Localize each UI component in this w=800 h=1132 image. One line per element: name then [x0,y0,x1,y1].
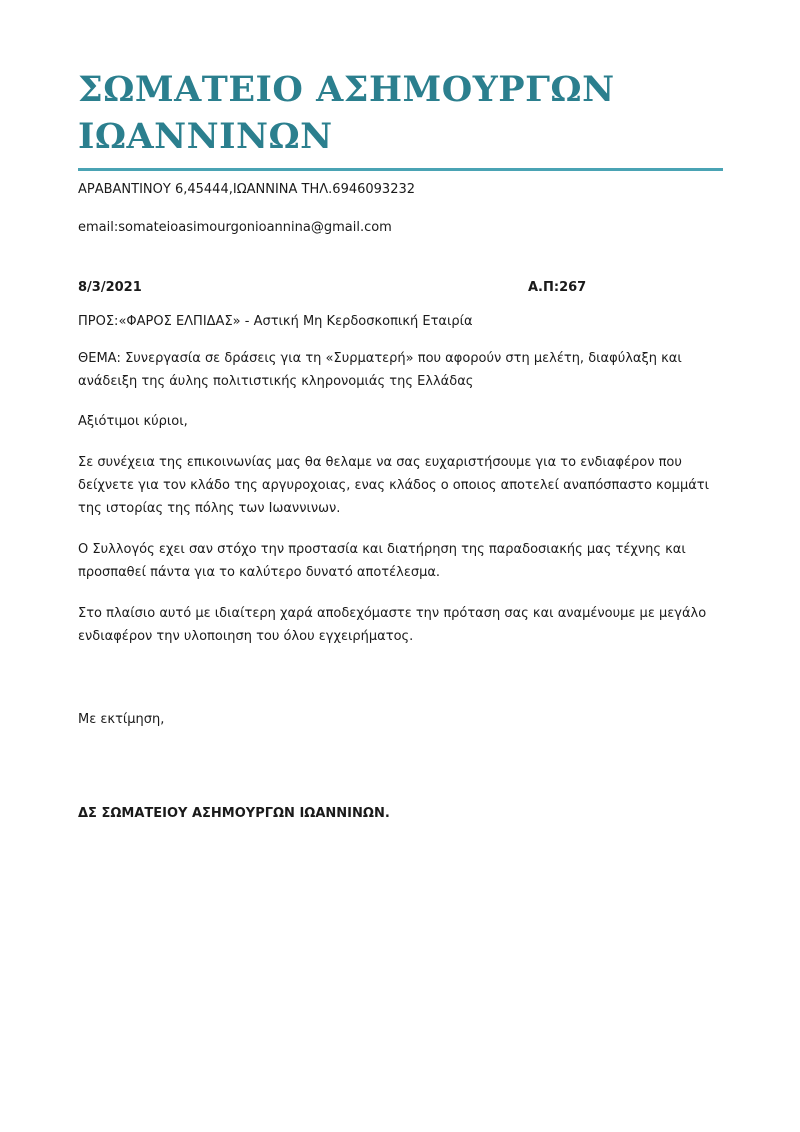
body-paragraph: Σε συνέχεια της επικοινωνίας μας θα θελαμε να σας ευχαριστήσουμε για το ενδιαφέρον που δείχνετε για τον κλάδο της αργυροχοιας, ενας κλάδος ο οποιος αποτελεί αναπόσπαστο κομμάτι της ιστορίας της πόλης των Ιωαννινων. [78,455,710,516]
greeting: Αξιότιμοι κύριοι, [78,414,188,429]
organization-title-line-2: ΙΩΑΝΝΙΝΩΝ [78,116,333,157]
organization-title-line-1: ΣΩΜΑΤΕΙΟ ΑΣΗΜΟΥΡΓΩΝ [78,69,615,110]
address-line: ΑΡΑΒΑΝΤΙΝΟΥ 6,45444,ΙΩΑΝΝΙΝΑ ΤΗΛ.6946093232 [78,182,416,197]
letter-date: 8/3/2021 [78,280,142,295]
email-line: email:somateioasimourgonioannina@gmail.com [78,220,392,235]
title-divider [78,168,723,171]
letter-page [78,66,724,823]
date-reference-row [78,279,724,297]
subject-paragraph: ΘΕΜΑ: Συνεργασία σε δράσεις για τη «Συρματερή» που αφορούν στη μελέτη, διαφύλαξη και ανάδειξη της άυλης πολιτιστικής κληρονομιάς της Ελλάδας [78,351,682,389]
organization-title [78,66,724,160]
protocol-number: Α.Π:267 [528,280,587,295]
body-paragraph: Στο πλαίσιο αυτό με ιδιαίτερη χαρά αποδεχόμαστε την πρόταση σας και αναμένουμε με μεγάλο ενδιαφέρον την υλοποιηση του όλου εγχειρήματος. [78,606,707,644]
closing-salutation: Με εκτίμηση, [78,712,165,727]
signature-block: ΔΣ ΣΩΜΑΤΕΙΟΥ ΑΣΗΜΟΥΡΓΩΝ ΙΩΑΝΝΙΝΩΝ. [78,806,390,821]
recipient-line: ΠΡΟΣ:«ΦΑΡΟΣ ΕΛΠΙΔΑΣ» - Αστική Μη Κερδοσκοπική Εταιρία [78,314,473,329]
body-paragraph: Ο Συλλογός εχει σαν στόχο την προστασία και διατήρηση της παραδοσιακής μας τέχνης και προσπαθεί πάντα για το καλύτερο δυνατό αποτέλεσμα. [78,542,686,580]
